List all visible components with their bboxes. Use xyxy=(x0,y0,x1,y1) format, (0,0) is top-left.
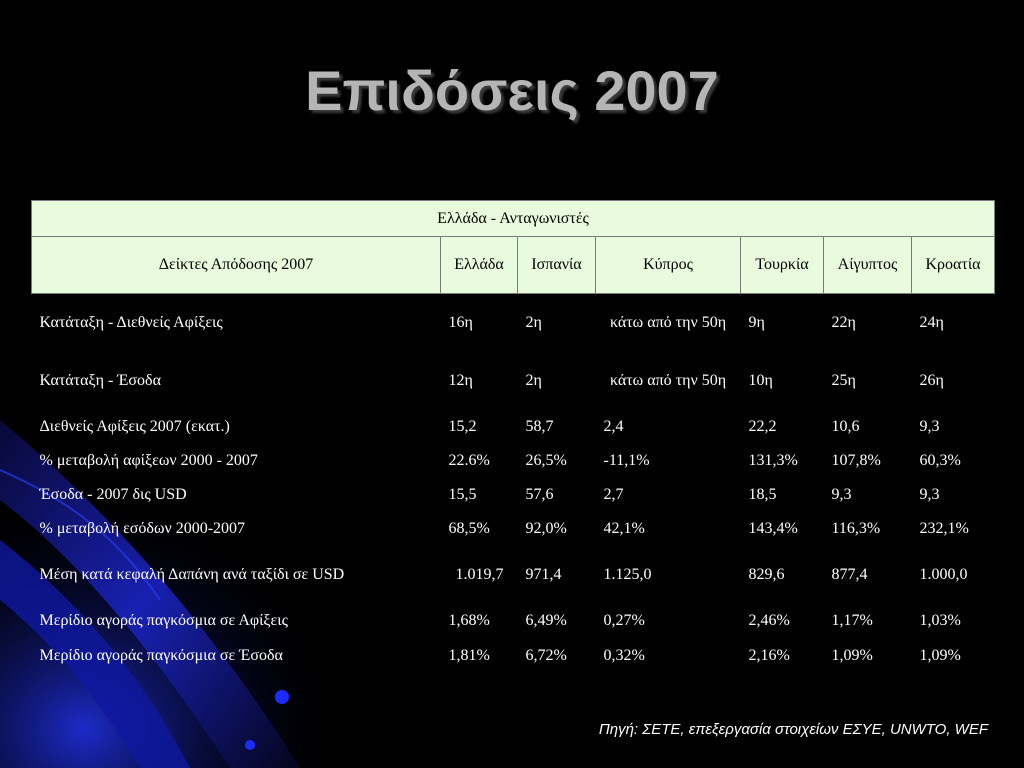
value-cell: 9,3 xyxy=(919,417,940,435)
header-country: Αίγυπτος xyxy=(824,237,912,294)
value-cell: 18,5 xyxy=(748,485,777,503)
value-cell: 9η xyxy=(748,313,765,331)
value-cell: 1,68% xyxy=(448,612,490,629)
value-cell: -11,1% xyxy=(603,451,650,469)
value-cell: 22η xyxy=(831,313,856,331)
table-row xyxy=(32,352,995,410)
table-row xyxy=(32,478,995,512)
value-cell: 1.000,0 xyxy=(919,565,968,583)
value-cell: 57,6 xyxy=(525,485,554,503)
table-row xyxy=(32,546,995,604)
value-cell: 9,3 xyxy=(831,485,852,503)
value-cell: 107,8% xyxy=(831,451,881,469)
indicator-cell: Έσοδα - 2007 δις USD xyxy=(39,485,187,503)
header-country: Ισπανία xyxy=(518,237,596,294)
performance-table xyxy=(31,200,995,674)
slide-title: Επιδόσεις 2007 xyxy=(305,59,719,122)
value-cell: 22,2 xyxy=(748,417,777,435)
value-cell: 24η xyxy=(919,313,944,331)
header-country: Ελλάδα xyxy=(441,237,518,294)
value-cell: 26η xyxy=(919,371,944,389)
value-cell: 60,3% xyxy=(919,451,961,469)
value-cell: 1,09% xyxy=(919,647,961,664)
header-country: Τουρκία xyxy=(741,237,824,294)
value-cell: 1,81% xyxy=(448,647,490,664)
value-cell: 10η xyxy=(748,371,773,389)
value-cell: 15,5 xyxy=(448,485,477,503)
value-cell: 10,6 xyxy=(831,417,860,435)
source-note: Πηγή: ΣΕΤΕ, επεξεργασία στοιχείων ΕΣΥΕ, UNWTO, WEF xyxy=(598,721,988,738)
table-row xyxy=(32,410,995,444)
value-cell: 1,03% xyxy=(919,612,961,629)
value-cell: 15,2 xyxy=(448,417,477,435)
value-cell: 2,46% xyxy=(748,612,790,629)
table-row xyxy=(32,639,995,674)
value-cell: 116,3% xyxy=(831,519,881,537)
table-row xyxy=(32,512,995,546)
indicator-cell: Κατάταξη - Έσοδα xyxy=(39,371,161,389)
value-cell: 42,1% xyxy=(603,519,645,537)
indicator-cell: % μεταβολή αφίξεων 2000 - 2007 xyxy=(39,451,258,469)
table-row xyxy=(32,294,995,352)
value-cell: 0,27% xyxy=(603,612,645,629)
value-cell: 2η xyxy=(525,313,542,331)
value-cell: 971,4 xyxy=(525,565,562,583)
value-cell: 1,17% xyxy=(831,612,873,629)
table-row xyxy=(32,444,995,478)
value-cell: 829,6 xyxy=(748,565,785,583)
indicator-cell: Μερίδιο αγοράς παγκόσμια σε Αφίξεις xyxy=(39,612,288,629)
value-cell: 6,72% xyxy=(525,647,567,664)
header-indicator: Δείκτες Απόδοσης 2007 xyxy=(32,237,441,294)
value-cell: 12η xyxy=(448,371,473,389)
value-cell: 2,16% xyxy=(748,647,790,664)
value-cell: 58,7 xyxy=(525,417,554,435)
value-cell: 16η xyxy=(448,313,473,331)
value-cell: 68,5% xyxy=(448,519,490,537)
value-cell: 0,32% xyxy=(603,647,645,664)
value-cell: 2,4 xyxy=(603,417,624,435)
value-cell: 232,1% xyxy=(919,519,969,537)
indicator-cell: Διεθνείς Αφίξεις 2007 (εκατ.) xyxy=(39,417,230,435)
value-cell: 26,5% xyxy=(525,451,567,469)
header-country: Κύπρος xyxy=(596,237,741,294)
value-cell: κάτω από την 50η xyxy=(609,313,727,331)
header-country: Κροατία xyxy=(912,237,995,294)
value-cell: 1,09% xyxy=(831,647,873,664)
value-cell: 2η xyxy=(525,371,542,389)
indicator-cell: Μέση κατά κεφαλή Δαπάνη ανά ταξίδι σε USD xyxy=(39,565,345,583)
value-cell: 92,0% xyxy=(525,519,567,537)
value-cell: 131,3% xyxy=(748,451,798,469)
value-cell: 6,49% xyxy=(525,612,567,629)
indicator-cell: % μεταβολή εσόδων 2000-2007 xyxy=(39,519,246,537)
table-row xyxy=(32,604,995,639)
value-cell: 22.6% xyxy=(448,451,490,469)
value-cell: 143,4% xyxy=(748,519,798,537)
value-cell: 1.019,7 xyxy=(455,565,504,583)
indicator-cell: Κατάταξη - Διεθνείς Αφίξεις xyxy=(39,313,223,331)
value-cell: 1.125,0 xyxy=(603,565,652,583)
value-cell: 25η xyxy=(831,371,856,389)
value-cell: 9,3 xyxy=(919,485,940,503)
table-caption: Ελλάδα - Ανταγωνιστές xyxy=(32,201,995,237)
indicator-cell: Μερίδιο αγοράς παγκόσμια σε Έσοδα xyxy=(39,647,283,664)
value-cell: 2,7 xyxy=(603,485,624,503)
value-cell: κάτω από την 50η xyxy=(609,371,727,389)
value-cell: 877,4 xyxy=(831,565,868,583)
